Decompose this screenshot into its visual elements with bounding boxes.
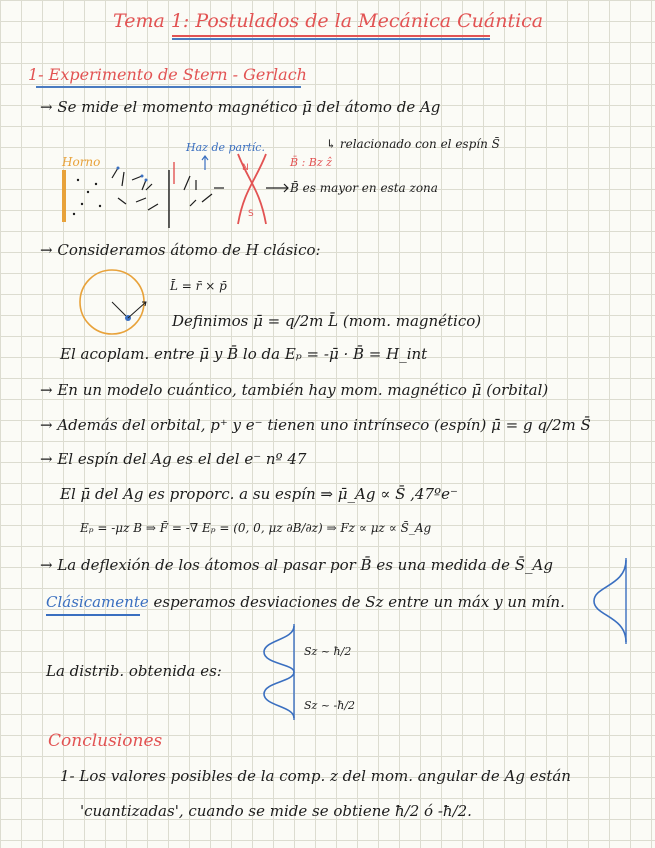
conclusion-line-1: 1- Los valores posibles de la comp. z del mom. angular de Ag están (60, 767, 571, 785)
classical-rest: esperamos desviaciones de Sz entre un máx y un mín. (148, 593, 565, 611)
strong-zone-label: B̄ es mayor en esta zona (290, 181, 438, 195)
note-line-1: → Se mide el momento magnético μ̄ del átomo de Ag (40, 98, 441, 116)
title-underline (172, 35, 490, 37)
lower-peak-label: Sz ~ -ħ/2 (304, 699, 356, 712)
note-line-7: El μ̄ del Ag es proporc. a su espín ⇒ μ̄_Ag ∝ S̄ ,47ºe⁻ (60, 485, 458, 503)
conclusion-line-2: 'cuantizadas', cuando se mide se obtiene ħ/2 ó -ħ/2. (80, 802, 472, 820)
note-line-5: → Además del orbital, p⁺ y e⁻ tienen uno intrínseco (espín) μ̄ = g q/2m S̄ (40, 416, 591, 434)
observed-distribution-curve (258, 620, 304, 724)
note-line-9: → La deflexión de los átomos al pasar por B̄ es una medida de S̄_Ag (40, 556, 553, 574)
title-underline-secondary (172, 38, 490, 40)
note-line-4: → En un modelo cuántico, también hay mom. magnético μ̄ (orbital) (40, 381, 549, 399)
note-line-10 (46, 595, 565, 610)
L-definition: L̄ = r̄ × p̄ (170, 279, 227, 293)
classical-distribution-curve (590, 556, 634, 646)
svg-text:S: S (248, 209, 254, 219)
beam-label: Haz de partíc. (186, 141, 265, 154)
field-label: B̄ : Bz ẑ (290, 156, 332, 169)
section-underline (36, 86, 301, 88)
classical-word: Clásicamente (46, 593, 149, 611)
conclusions-heading: Conclusiones (48, 731, 163, 751)
classical-underline (46, 614, 140, 616)
note-line-11: La distrib. obtenida es: (46, 662, 222, 680)
note-line-2: → Consideramos átomo de H clásico: (40, 241, 321, 259)
oven-label: Horno (62, 155, 101, 169)
note-line-3: El acoplam. entre μ̄ y B̄ lo da Eₚ = -μ̄ · B̄ = H_int (60, 345, 428, 363)
section-heading: 1- Experimento de Stern - Gerlach (28, 65, 307, 84)
upper-peak-label: Sz ~ ħ/2 (304, 645, 352, 658)
note-line-8: Eₚ = -μz B ⇒ F̄ = -∇̄ Eₚ = (0, 0, μz ∂B/∂z) ⇒ Fz ∝ μz ∝ S̄_Ag (80, 521, 432, 535)
svg-text:N: N (242, 163, 249, 173)
orbit-sketch (76, 266, 156, 342)
mu-definition: Definimos μ̄ = q/2m L̄ (mom. magnético) (172, 312, 482, 330)
page-title: Tema 1: Postulados de la Mecánica Cuántica (113, 10, 544, 32)
spin-link-note: ↳ relacionado con el espín S̄ (326, 137, 500, 151)
note-line-6: → El espín del Ag es el del e⁻ nº 47 (40, 450, 307, 468)
